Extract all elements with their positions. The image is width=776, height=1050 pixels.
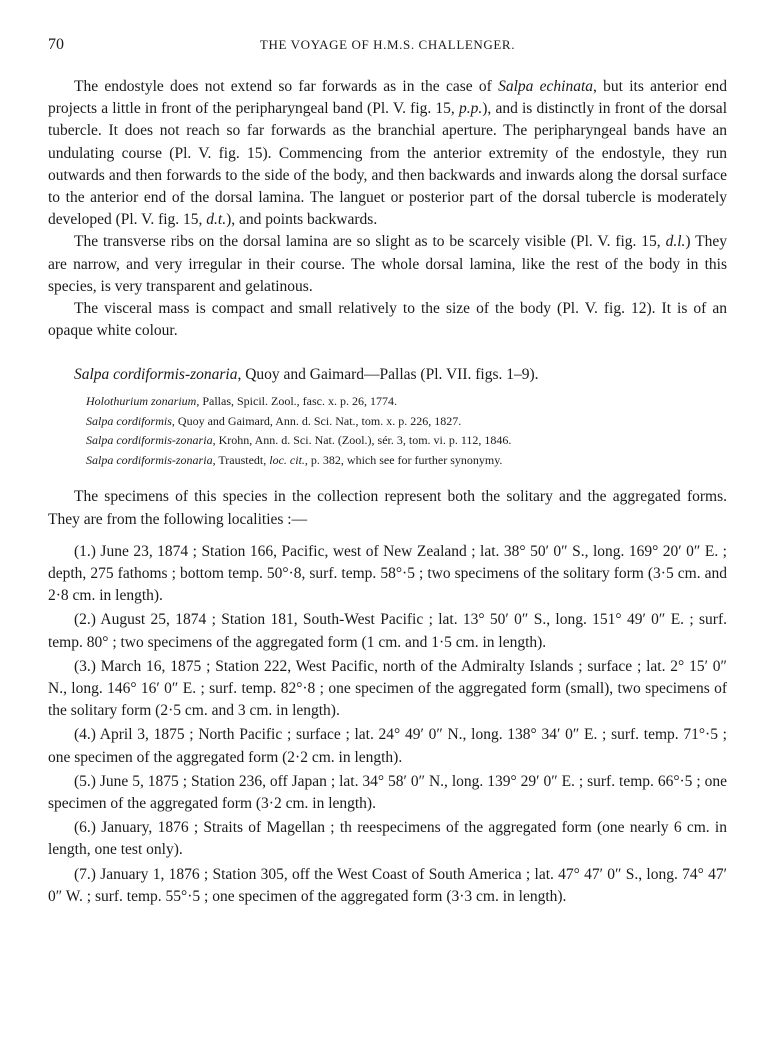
species-heading: Salpa cordiformis-zonaria, Quoy and Gaimard—Pallas (Pl. VII. figs. 1–9). (74, 366, 539, 384)
synonymy-entry: Salpa cordiformis-zonaria, Krohn, Ann. d. Sci. Nat. (Zool.), sér. 3, tom. vi. p. 112, 1846. (86, 433, 512, 448)
specimens-intro: The specimens of this species in the collection represent both the solitary and the aggregated forms. They are from the following localities :— (48, 488, 727, 528)
paragraph-visceral-mass: The visceral mass is compact and small relatively to the size of the body (Pl. V. fig. 12). It is of an opaque white colour. (48, 300, 727, 340)
synonymy-entry: Salpa cordiformis-zonaria, Traustedt, loc. cit., p. 382, which see for further synonymy. (86, 452, 503, 467)
locality-record: (1.) June 23, 1874 ; Station 166, Pacific, west of New Zealand ; lat. 38° 50′ 0″ S., long. 169° 20′ 0″ E. ; depth, 275 fathoms ; bottom temp. 50°·8, surf. temp. 58°·5 ; two specimens of the solitary form (3·5 cm. and 2·8 cm. in length). (48, 542, 727, 605)
locality-record: (5.) June 5, 1875 ; Station 236, off Japan ; lat. 34° 58′ 0″ N., long. 139° 29′ 0″ E. ; surf. temp. 66°·5 ; one specimen of the aggregated form (3·2 cm. in length). (48, 772, 727, 813)
locality-record: (2.) August 25, 1874 ; Station 181, South-West Pacific ; lat. 13° 50′ 0″ S., long. 151° 49′ 0″ E. ; surf. temp. 80° ; two specimens of the aggregated form (1 cm. and 1·5 cm. in length). (48, 611, 727, 651)
locality-record: (6.) January, 1876 ; Straits of Magellan ; th reespecimens of the aggregated form (one nearly 6 cm. in length, one test only). (48, 819, 727, 859)
paragraph-endostyle: The endostyle does not extend so far forwards as in the case of Salpa echinata, but its anterior end projects a little in front of the peripharyngeal band (Pl. V. fig. 15, p.p.), and is distinctly in front of the dorsal tubercle. It does not reach so far forwards as the branchial aperture. The peripharyngeal bands have an undulating course (Pl. V. fig. 15). Commencing from the anterior extremity of the endostyle, they run outwards and then forwards to the side of the body, and then backwards and inwards along the dorsal surface to the anterior end of the dorsal lamina. The languet or posterior part of the dorsal tubercle is moderately developed (Pl. V. fig. 15, d.t.), and points backwards. (48, 78, 727, 229)
synonymy-list (86, 392, 727, 470)
locality-record: (4.) April 3, 1875 ; North Pacific ; surface ; lat. 24° 49′ 0″ N., long. 138° 34′ 0″ E. ; surf. temp. 71°·5 ; one specimen of the aggregated form (2·2 cm. in length). (48, 726, 727, 766)
page-header (48, 36, 727, 58)
synonymy-entry: Salpa cordiformis, Quoy and Gaimard, Ann. d. Sci. Nat., tom. x. p. 226, 1827. (86, 413, 462, 428)
running-title: THE VOYAGE OF H.M.S. CHALLENGER. (259, 37, 516, 52)
synonymy-entry: Holothurium zonarium, Pallas, Spicil. Zool., fasc. x. p. 26, 1774. (86, 394, 397, 409)
document-page (48, 36, 727, 910)
paragraph-transverse-ribs: The transverse ribs on the dorsal lamina are so slight as to be scarcely visible (Pl. V. fig. 15, d.l.) They are narrow, and very irregular in their course. The whole dorsal lamina, like the rest of the body in this species, is very transparent and gelatinous. (48, 233, 728, 295)
species-name: Salpa cordiformis-zonaria (74, 366, 238, 384)
locality-records (48, 541, 727, 908)
locality-record: (3.) March 16, 1875 ; Station 222, West Pacific, north of the Admiralty Islands ; surface ; lat. 2° 15′ 0″ N., long. 146° 16′ 0″ E. ; surf. temp. 82°·8 ; one specimen of the aggregated form (small), two specimens of the solitary form (2·5 cm. and 3 cm. in length). (48, 657, 727, 720)
locality-record: (7.) January 1, 1876 ; Station 305, off the West Coast of South America ; lat. 47° 47′ 0″ S., long. 74° 47′ 0″ W. ; surf. temp. 55°·5 ; one specimen of the aggregated form (3·3 cm. in length). (48, 865, 727, 905)
body-text (48, 76, 727, 342)
page-number: 70 (48, 36, 64, 53)
